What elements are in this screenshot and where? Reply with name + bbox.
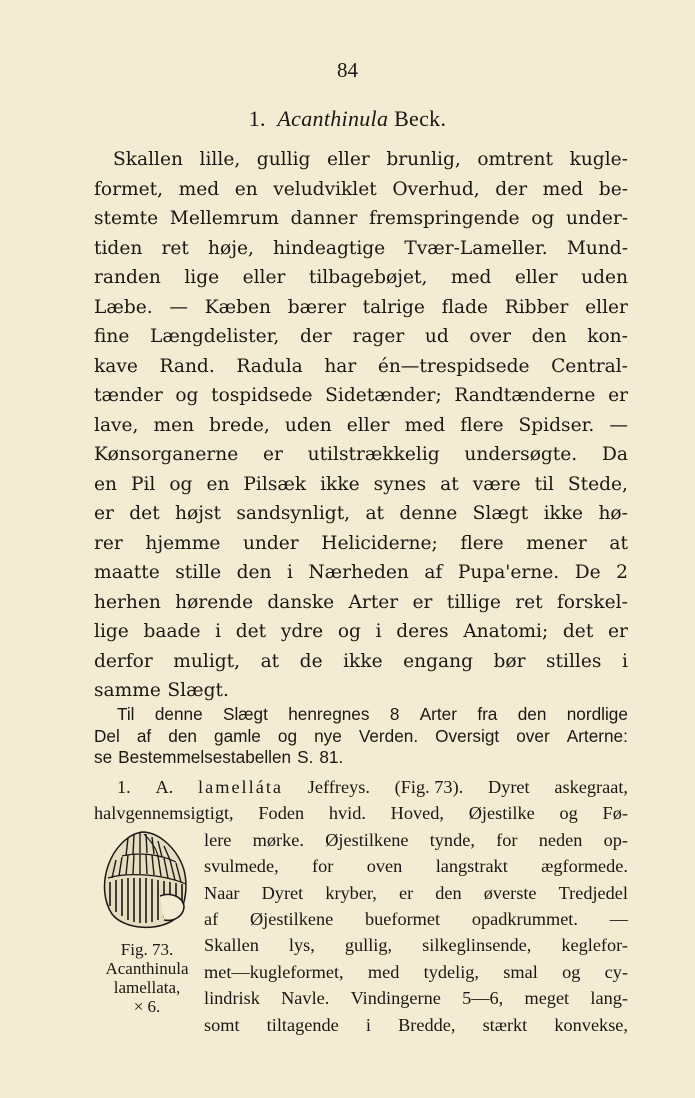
word: at — [440, 473, 459, 495]
word: Foden — [258, 803, 305, 824]
shell-illustration — [105, 832, 186, 927]
word: i — [621, 650, 628, 672]
text-line — [94, 263, 628, 293]
word: med — [542, 178, 584, 200]
word: Kæben — [204, 296, 271, 318]
word: Bredde, — [398, 1014, 456, 1035]
note-line — [94, 726, 628, 748]
heading-genus: Acanthinula — [277, 106, 389, 131]
word: Kønsorganerne — [94, 444, 239, 465]
word: undersøgte. — [464, 444, 578, 465]
word: Læbe. — [94, 296, 153, 318]
word: Dyret — [261, 882, 304, 903]
word: i — [375, 621, 382, 642]
word: sandsynligt, — [236, 503, 351, 524]
word: utilstrækkelig — [307, 444, 440, 465]
word: højst — [175, 503, 221, 524]
word: over — [516, 725, 550, 746]
word: kon- — [587, 326, 628, 347]
species-line — [204, 827, 628, 853]
word: lys, — [288, 935, 315, 956]
word: er — [607, 621, 628, 642]
word: Slægt. — [167, 680, 229, 701]
species-line — [204, 853, 628, 879]
word: brunlig, — [386, 149, 461, 170]
word: Pil — [130, 473, 156, 495]
word: kave — [94, 355, 138, 377]
figure-caption — [88, 940, 206, 1016]
word: neden — [538, 829, 583, 850]
word: hindeagtige — [273, 237, 386, 259]
species-line — [94, 800, 628, 826]
word: danner — [290, 208, 358, 229]
word: hø- — [598, 503, 628, 524]
word: under — [242, 532, 299, 554]
word: nordlige — [566, 704, 628, 724]
word: 5—6, — [462, 988, 504, 1009]
word: nye — [314, 725, 342, 746]
word: lige — [94, 621, 129, 642]
word: lige — [184, 267, 220, 288]
word: er — [608, 385, 628, 406]
word: Navle. — [281, 988, 330, 1009]
word: Rand. — [159, 355, 215, 377]
word: flade — [441, 296, 488, 318]
word: hvid. — [328, 803, 366, 824]
word: Pilsæk — [243, 473, 307, 495]
word: herhen — [94, 591, 161, 613]
word: derfor — [94, 650, 153, 672]
word: met—kugleformet, — [204, 961, 344, 982]
word: Spidser. — [518, 414, 595, 436]
word: brede, — [209, 414, 270, 436]
word: veludviklet — [273, 178, 377, 200]
word: gamle — [214, 725, 261, 746]
word: Hoved, — [390, 803, 444, 824]
word: kugle- — [569, 149, 628, 170]
species-abbrev: A. — [155, 777, 174, 797]
word: S. — [297, 747, 314, 767]
word: 81. — [319, 747, 344, 767]
text-line — [94, 529, 628, 559]
word: at — [365, 503, 385, 524]
text-line — [94, 647, 628, 677]
word: opadkrummet. — [471, 908, 578, 929]
word: Central- — [551, 355, 628, 377]
word: og — [277, 725, 298, 746]
word: tiden — [94, 237, 143, 259]
word: er — [412, 591, 433, 613]
word: Pupa'erne. — [457, 562, 560, 583]
word: ikke — [320, 473, 360, 495]
species-fig-ref: (Fig. 73). — [394, 777, 464, 797]
word: Verden. — [358, 725, 419, 746]
word: — — [169, 296, 188, 318]
word: halvgennemsigtigt, — [94, 803, 234, 824]
word: med — [404, 414, 446, 436]
word: ægformede. — [541, 856, 628, 877]
word: Randtænderne — [454, 385, 596, 406]
word: er — [262, 444, 283, 465]
species-author: Jeffreys. — [307, 777, 370, 797]
word: og — [169, 473, 193, 495]
word: mørke. — [252, 829, 304, 850]
word: Sidetænder; — [325, 385, 442, 406]
word: det — [562, 621, 594, 642]
word: ret — [161, 237, 189, 259]
word: kryber, — [325, 882, 377, 903]
text-line — [94, 234, 628, 264]
text-line — [94, 558, 628, 588]
word: keglefor- — [561, 935, 628, 956]
word: flere — [460, 414, 504, 436]
caption-species: lamellata, — [113, 978, 181, 997]
word: svulmede, — [204, 856, 279, 877]
word: øverste — [483, 882, 537, 903]
word: eller — [514, 267, 558, 288]
word: meget — [524, 988, 570, 1009]
word: og — [562, 961, 581, 982]
species-name: lamelláta — [198, 777, 284, 797]
word: er — [398, 882, 414, 903]
word: tiltagende — [266, 1014, 339, 1035]
page-number: 84 — [337, 58, 358, 82]
note-line — [94, 704, 628, 726]
word: i — [365, 1014, 371, 1035]
word: — — [609, 414, 628, 436]
word: en — [206, 473, 230, 495]
word: Tredjedel — [558, 882, 628, 903]
word: denne — [154, 704, 203, 724]
word: randen — [94, 267, 161, 288]
word: Radula — [236, 355, 303, 377]
word: askegraat, — [554, 777, 628, 797]
word: Anatomi; — [463, 621, 549, 642]
word: Tvær-Lameller. — [404, 237, 548, 259]
word: lille, — [199, 149, 241, 170]
text-line — [94, 588, 628, 618]
word: flere — [460, 532, 504, 554]
word: det — [235, 621, 267, 642]
heading-author: Beck. — [394, 106, 447, 131]
word: at — [609, 532, 628, 554]
word: Mund- — [566, 237, 628, 259]
word: rer — [94, 532, 123, 554]
word: Slægt — [472, 503, 529, 524]
word: lindrisk — [204, 988, 260, 1009]
word: og — [337, 621, 361, 642]
word: denne — [399, 503, 458, 524]
word: fine — [94, 326, 130, 347]
text-line — [94, 676, 628, 706]
word: Fø- — [602, 803, 628, 824]
word: bærer — [287, 296, 346, 318]
word: der — [495, 178, 528, 200]
word: muligt, — [173, 650, 241, 672]
word: — — [609, 908, 628, 929]
species-line — [204, 959, 628, 985]
word: cy- — [604, 961, 628, 982]
word: danske — [267, 591, 335, 613]
species-line — [204, 906, 628, 932]
word: Vindingerne — [350, 988, 441, 1009]
word: samme — [94, 680, 161, 701]
text-line — [94, 470, 628, 500]
caption-genus: Acanthinula — [105, 959, 189, 978]
word: under- — [565, 208, 628, 229]
word: Mellemrum — [169, 208, 279, 229]
word: formet, — [94, 178, 163, 200]
word: stemte — [94, 208, 159, 229]
word: Øjestilkene — [325, 829, 409, 850]
word: tilbagebøjet, — [308, 267, 428, 288]
word: med — [367, 961, 400, 982]
word: det — [129, 503, 160, 524]
text-line — [94, 499, 628, 529]
word: en — [234, 178, 258, 200]
word: den — [168, 725, 197, 746]
species-line — [204, 985, 628, 1011]
word: bueformet — [364, 908, 441, 929]
word: ikke — [343, 650, 383, 672]
word: engang — [403, 650, 473, 672]
word: Del — [94, 725, 120, 746]
word: Arter — [419, 704, 457, 724]
text-line — [94, 352, 628, 382]
word: eller — [326, 149, 370, 170]
word: oven — [366, 856, 403, 877]
word: hjemme — [145, 532, 221, 554]
word: hørende — [175, 591, 254, 613]
word: Arterne: — [566, 725, 628, 746]
word: er — [94, 503, 114, 524]
word: henregnes — [288, 704, 370, 724]
genus-note — [94, 704, 628, 769]
word: 2 — [616, 562, 628, 583]
text-line — [94, 204, 628, 234]
word: for — [312, 856, 334, 877]
word: Bestemmelsestabellen — [118, 747, 292, 767]
word: synes — [373, 473, 427, 495]
word: stærkt — [482, 1014, 528, 1035]
word: Længdelister, — [150, 326, 280, 347]
word: stilles — [546, 650, 602, 672]
word: Arter — [348, 591, 399, 613]
word: lang- — [590, 988, 628, 1009]
word: Skallen — [113, 149, 183, 170]
word: talrige — [362, 296, 425, 318]
word: fra — [477, 704, 498, 724]
word: ud — [424, 326, 449, 347]
word: gullig — [256, 149, 311, 170]
word: af — [136, 725, 152, 746]
word: stille — [175, 562, 222, 583]
word: over — [469, 326, 512, 347]
genus-heading — [0, 106, 695, 132]
note-line — [94, 747, 628, 769]
word: af — [204, 908, 219, 929]
word: tospidsede — [211, 385, 313, 406]
word: eller — [585, 296, 628, 318]
word: eller — [346, 414, 390, 436]
word: at — [260, 650, 280, 672]
word: den — [435, 882, 462, 903]
species-line — [94, 774, 628, 800]
word: i — [286, 562, 293, 583]
word: der — [299, 326, 332, 347]
text-line — [94, 381, 628, 411]
word: be- — [598, 178, 628, 200]
text-line — [94, 440, 628, 470]
text-line — [94, 175, 628, 205]
word: deres — [396, 621, 449, 642]
word: uden — [284, 414, 332, 436]
word: ikke — [543, 503, 584, 524]
word: Dyret — [488, 777, 530, 797]
caption-fig: Fig. 73. — [120, 940, 174, 959]
word: af — [424, 562, 443, 583]
word: tænder — [94, 385, 163, 406]
word: Skallen — [204, 935, 259, 956]
species-line — [204, 932, 628, 958]
shell-figure — [88, 826, 196, 936]
word: og — [559, 803, 578, 824]
word: Overhud, — [392, 178, 480, 200]
word: og — [175, 385, 199, 406]
text-line — [94, 322, 628, 352]
word: med — [450, 267, 492, 288]
species-line — [204, 880, 628, 906]
word: en — [94, 473, 117, 495]
word: tydelig, — [423, 961, 479, 982]
text-line — [94, 293, 628, 323]
word: forskel- — [556, 591, 628, 613]
word: Øjestilkene — [249, 908, 334, 929]
word: lave, — [94, 414, 139, 436]
word: lere — [204, 829, 232, 850]
word: eller — [242, 267, 286, 288]
word: fremspringende — [369, 208, 520, 229]
word: somt — [204, 1014, 240, 1035]
word: tillige — [446, 591, 501, 613]
caption-scale: × 6. — [133, 997, 161, 1016]
word: med — [178, 178, 220, 200]
species-number: 1. — [117, 777, 131, 797]
word: baade — [143, 621, 201, 642]
word: Slægt — [222, 704, 268, 724]
word: 8 — [389, 704, 400, 724]
word: bør — [493, 650, 526, 672]
word: rager — [352, 326, 405, 347]
heading-number: 1. — [248, 106, 266, 131]
word: tynde, — [429, 829, 475, 850]
word: op- — [603, 829, 628, 850]
word: høje, — [208, 237, 254, 259]
word: de — [299, 650, 323, 672]
word: Øjestilke — [468, 803, 535, 824]
word: Ribber — [504, 296, 569, 318]
word: gullig, — [344, 935, 393, 956]
word: ydre — [280, 621, 324, 642]
word: silkeglinsende, — [422, 935, 532, 956]
word: De — [574, 562, 601, 583]
word: Til — [117, 704, 135, 724]
text-line — [94, 411, 628, 441]
word: langstrakt — [435, 856, 508, 877]
word: uden — [581, 267, 628, 288]
word: for — [496, 829, 518, 850]
word: den — [236, 562, 272, 583]
word: én—trespidsede — [377, 355, 530, 377]
word: Naar — [204, 882, 240, 903]
word: Oversigt — [435, 725, 500, 746]
word: den — [531, 326, 567, 347]
text-line — [94, 617, 628, 647]
word: Heliciderne; — [321, 532, 438, 554]
word: og — [531, 208, 555, 229]
species-line — [204, 1012, 628, 1038]
word: den — [517, 704, 547, 724]
word: ret — [515, 591, 543, 613]
word: Nærheden — [308, 562, 409, 583]
word: maatte — [94, 562, 160, 583]
word: Stede, — [567, 473, 628, 495]
word: men — [153, 414, 195, 436]
word: konvekse, — [554, 1014, 628, 1035]
word: i — [215, 621, 222, 642]
word: har — [324, 355, 357, 377]
text-line — [94, 145, 628, 175]
word: være — [472, 473, 521, 495]
word: til — [534, 473, 554, 495]
genus-description — [94, 145, 628, 706]
word: se — [94, 747, 113, 767]
word: omtrent — [477, 149, 553, 170]
word: smal — [503, 961, 538, 982]
word: mener — [526, 532, 587, 554]
word: Da — [601, 444, 628, 465]
